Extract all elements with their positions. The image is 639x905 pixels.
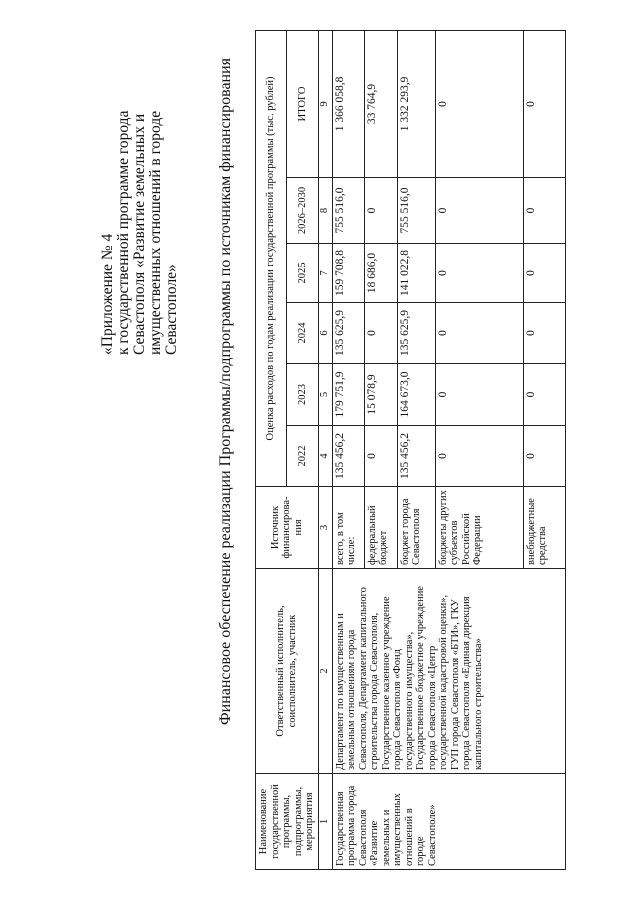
value-cell: 135 456,2: [397, 426, 435, 487]
value-cell: 0: [523, 426, 565, 487]
header-estimate: Оценка расходов по годам реализации государственной программы (тыс. рублей): [256, 30, 287, 486]
value-cell: 0: [364, 178, 397, 244]
value-cell: 755 516,0: [397, 178, 435, 244]
appendix-line: Севастополя «Развитие земельных и: [131, 113, 148, 355]
header-row: [256, 30, 287, 869]
value-cell: 0: [364, 303, 397, 364]
column-number: 8: [318, 178, 332, 244]
source-cell: федеральный бюджет: [364, 487, 397, 569]
value-cell: 0: [523, 178, 565, 244]
appendix-line: «Приложение № 4: [99, 233, 116, 355]
header-year: 2025: [287, 244, 318, 303]
header-program-name: Наименование государственной программы, подпрограммы, мероприятия: [256, 774, 319, 870]
value-cell: 0: [435, 426, 523, 487]
header-year: 2022: [287, 426, 318, 487]
total-cell: 0: [523, 30, 565, 177]
value-cell: 0: [435, 303, 523, 364]
value-cell: 135 625,9: [397, 303, 435, 364]
value-cell: 141 022,8: [397, 244, 435, 303]
program-name-cell: Государственная программа города Севастополя «Развитие земельных и имущественных отношений в городе Севастополе»: [332, 774, 565, 870]
value-cell: 164 673,0: [397, 364, 435, 426]
source-cell: всего, в том числе:: [332, 487, 364, 569]
total-cell: 33 764,9: [364, 30, 397, 177]
table-row: [332, 30, 364, 869]
column-number: 7: [318, 244, 332, 303]
header-year: 2024: [287, 303, 318, 364]
value-cell: 755 516,0: [332, 178, 364, 244]
value-cell: 159 708,8: [332, 244, 364, 303]
value-cell: 0: [364, 426, 397, 487]
column-number-row: [318, 30, 332, 869]
column-number: 5: [318, 364, 332, 426]
column-number: 4: [318, 426, 332, 487]
appendix-line: к государственной программе города: [115, 110, 132, 355]
header-total: ИТОГО: [287, 30, 318, 177]
value-cell: 18 686,0: [364, 244, 397, 303]
column-number: 3: [318, 487, 332, 569]
appendix-note: [100, 25, 180, 355]
financing-table: [255, 30, 566, 870]
total-cell: 1 332 293,9: [397, 30, 435, 177]
header-source: Источник финансирова-ния: [256, 487, 319, 569]
column-number: 9: [318, 30, 332, 177]
column-number: 6: [318, 303, 332, 364]
value-cell: 179 751,9: [332, 364, 364, 426]
value-cell: 135 625,9: [332, 303, 364, 364]
value-cell: 0: [523, 364, 565, 426]
header-year: 2026–2030: [287, 178, 318, 244]
value-cell: 0: [523, 244, 565, 303]
value-cell: 0: [435, 364, 523, 426]
value-cell: 0: [435, 178, 523, 244]
column-number: 1: [318, 774, 332, 870]
document-title: Финансовое обеспечение реализации Программы/подпрограммы по источникам финансирования: [217, 57, 234, 725]
total-cell: 0: [435, 30, 523, 177]
total-cell: 1 366 058,8: [332, 30, 364, 177]
header-executor: Ответственный исполнитель, соисполнитель, участник: [256, 569, 319, 774]
source-cell: внебюджетные средства: [523, 487, 565, 569]
source-cell: бюджет города Севастополя: [397, 487, 435, 569]
value-cell: 15 078,9: [364, 364, 397, 426]
appendix-line: Севастополе»: [163, 264, 180, 355]
header-year: 2023: [287, 364, 318, 426]
source-cell: бюджеты других субъектов Российской Федерации: [435, 487, 523, 569]
value-cell: 0: [435, 244, 523, 303]
column-number: 2: [318, 569, 332, 774]
value-cell: 135 456,2: [332, 426, 364, 487]
executor-cell: Департамент по имущественным и земельным отношениям города Севастополя, Департамент капитального строительства города Севастополя, Государственное казенное учреждение города Севастополя «Фонд государственного имущества», Государственное бюджетное учреждение города Севастополя «Центр государственной кадастровой оценки», ГУП города Севастополя «БТИ», ГКУ города Севастополя «Единая дирекция капитального строительства»: [332, 569, 565, 774]
appendix-line: имущественных отношений в городе: [147, 110, 164, 355]
value-cell: 0: [523, 303, 565, 364]
